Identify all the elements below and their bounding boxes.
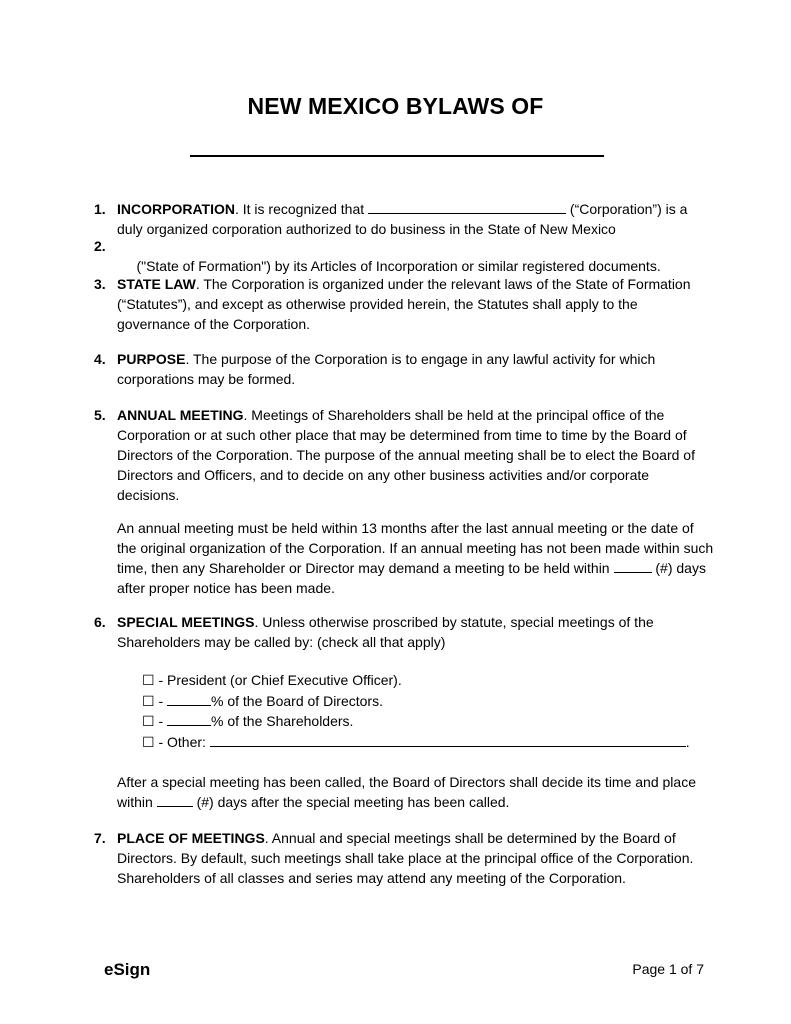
special-meeting-paragraph-2 <box>117 772 717 812</box>
option-label: % of the Shareholders. <box>211 713 354 729</box>
section-place-of-meetings <box>94 828 714 888</box>
annual-meeting-paragraph-2 <box>117 518 717 598</box>
option-label: % of the Board of Directors. <box>211 693 383 709</box>
option-label: - Other: <box>154 734 210 750</box>
section-number: 4. <box>94 351 106 367</box>
option-label: . <box>685 734 690 750</box>
section-number: 1. <box>94 201 106 217</box>
section-special-meetings <box>94 612 714 652</box>
section-annual-meeting <box>94 405 714 505</box>
document-title: NEW MEXICO BYLAWS OF <box>247 93 544 119</box>
paragraph-text: An annual meeting must be held within 13 months after the last annual meeting or the date of the original organization of the Corporation. If an annual meeting has not been made within such time, then any Shareholder or Director may demand a meeting to be held within <box>117 520 714 576</box>
checkbox[interactable]: ☐ <box>142 713 155 729</box>
section-text: . Meetings of Shareholders shall be held at the principal office of the Corporation or at such other place that may be determined from time to time by the Board of Directors of the Corporation. The purpose of the annual meeting shall be to elect the Board of Directors and Officers, and to decide on any other business activities and/or corporate decisions. <box>117 407 695 503</box>
section-text: ("State of Formation") by its Articles of Incorporation or similar registered documents. <box>132 258 661 274</box>
checkbox[interactable]: ☐ <box>142 672 155 688</box>
paragraph-text: (#) days after the special meeting has been called. <box>192 794 510 810</box>
section-incorporation <box>94 199 714 239</box>
title-name-blank <box>190 155 604 157</box>
corporation-name-blank[interactable] <box>368 199 566 214</box>
section-heading: PURPOSE <box>117 351 186 367</box>
page-number: Page 1 of 7 <box>632 961 704 977</box>
paragraph-text: After a special meeting has been called, the Board of Directors shall decide its time and place within <box>117 774 696 810</box>
option-president <box>142 670 712 690</box>
section-heading: PLACE OF MEETINGS <box>117 830 265 846</box>
special-days-blank[interactable] <box>157 792 193 807</box>
board-percent-blank[interactable] <box>167 691 211 706</box>
section-number: 6. <box>94 614 106 630</box>
option-label: - <box>154 713 168 729</box>
section-text: (“Corporation”) is a <box>566 201 688 217</box>
section-text: . Annual and special meetings shall be determined by the Board of Directors. By default, such meetings shall take place at the principal office of the Corporation. Shareholders of all classes and series may attend any meeting of the Corporation. <box>117 830 694 886</box>
section-number: 2. <box>94 238 106 254</box>
section-heading: ANNUAL MEETING <box>117 407 244 423</box>
days-blank[interactable] <box>614 558 652 573</box>
option-label: - <box>154 693 168 709</box>
checkbox[interactable]: ☐ <box>142 693 155 709</box>
section-heading: SPECIAL MEETINGS <box>117 614 255 630</box>
section-number: 3. <box>94 276 106 292</box>
other-blank[interactable] <box>210 732 686 747</box>
option-board-percent <box>142 691 712 711</box>
option-shareholders-percent <box>142 711 712 731</box>
section-heading: INCORPORATION <box>117 201 235 217</box>
section-text: . The Corporation is organized under the relevant laws of the State of Formation (“Statutes”), and except as otherwise provided herein, the Statutes shall apply to the governance of the Corporation. <box>117 276 691 332</box>
shareholders-percent-blank[interactable] <box>167 711 211 726</box>
paragraph-text: (#) days after proper notice has been made. <box>117 560 706 596</box>
section-text: . It is recognized that <box>234 201 369 217</box>
section-purpose <box>94 349 714 389</box>
section-text: duly organized corporation authorized to do business in the State of New Mexico <box>117 221 616 237</box>
section-state-law <box>94 274 714 334</box>
esign-logo: eSign <box>104 960 151 979</box>
section-text: . The purpose of the Corporation is to engage in any lawful activity for which corporations may be formed. <box>117 351 656 387</box>
section-number: 5. <box>94 407 106 423</box>
section-text: . Unless otherwise proscribed by statute, special meetings of the Shareholders may be called by: (check all that apply) <box>117 614 654 650</box>
option-label: - President (or Chief Executive Officer). <box>154 672 402 688</box>
section-number: 7. <box>94 830 106 846</box>
checkbox[interactable]: ☐ <box>142 734 155 750</box>
section-heading: STATE LAW <box>117 276 196 292</box>
option-other <box>142 732 712 752</box>
